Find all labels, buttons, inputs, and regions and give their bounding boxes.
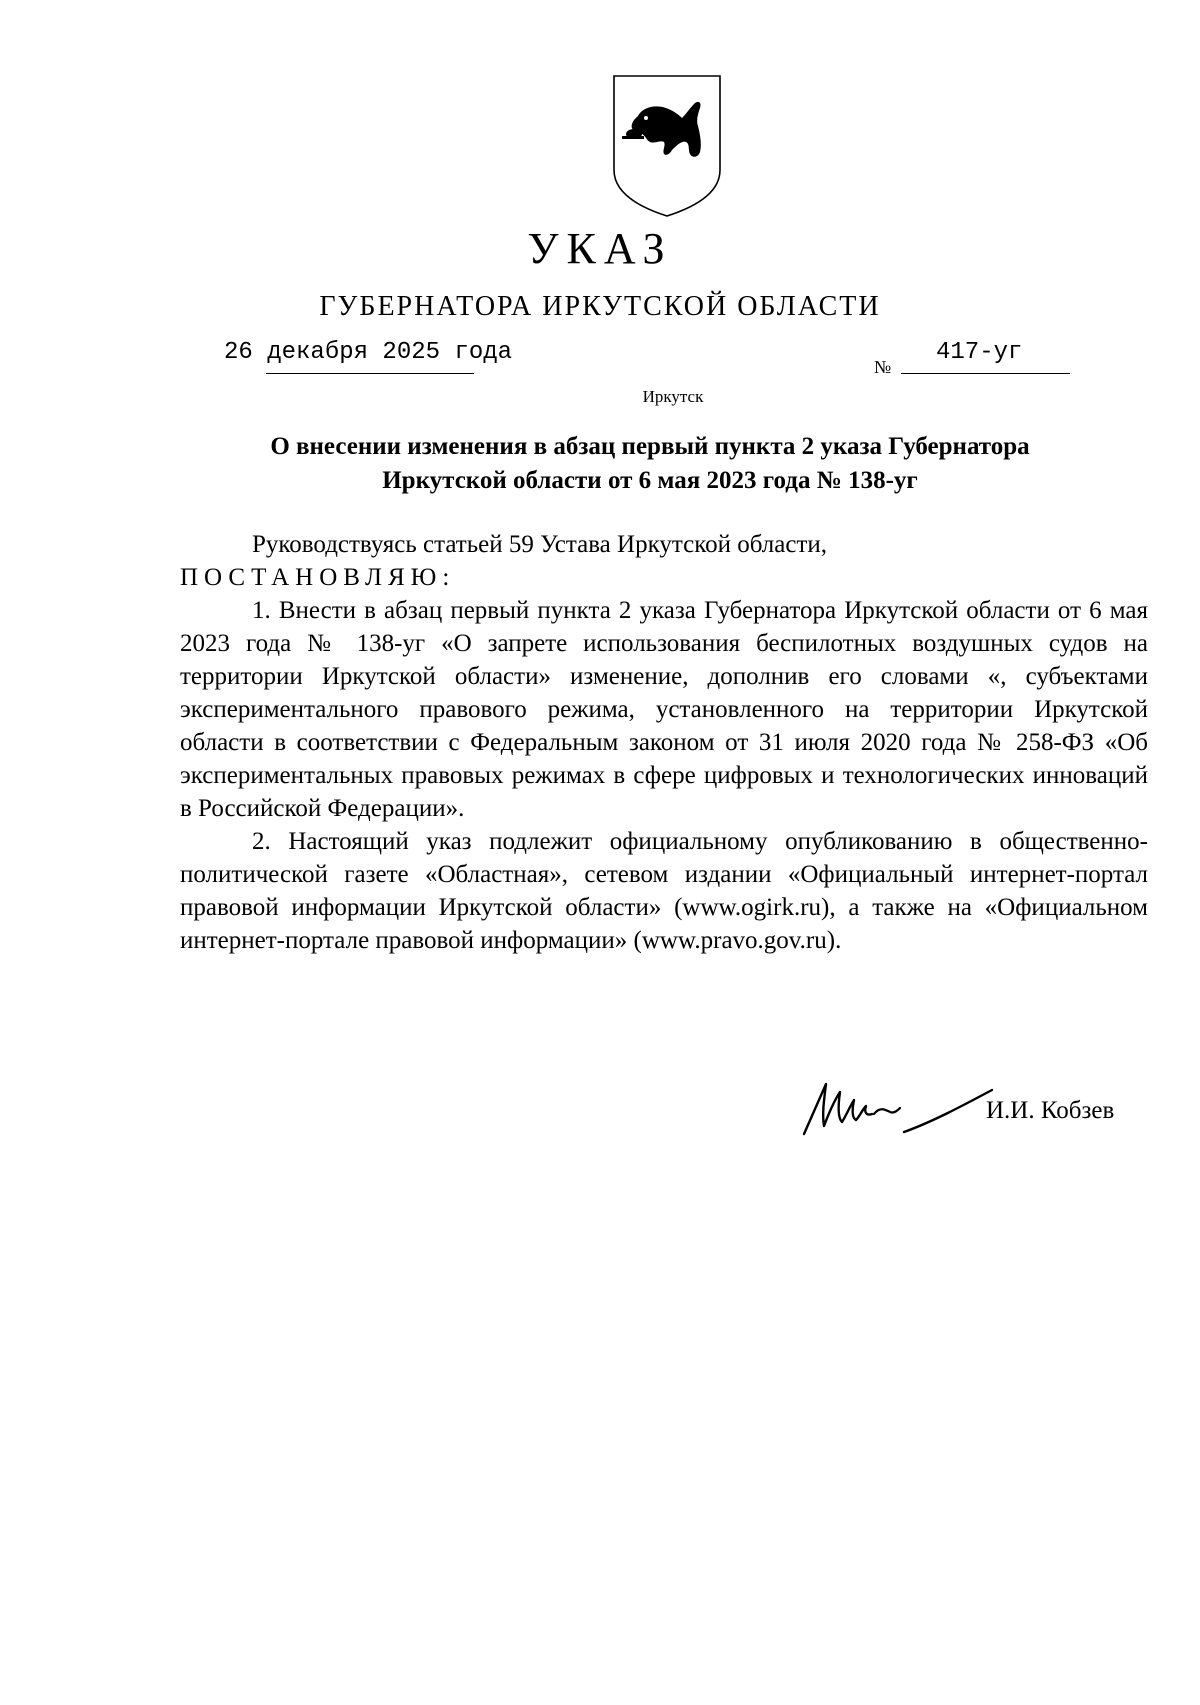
document-body: [180, 528, 1148, 957]
issuer-subtitle: ГУБЕРНАТОРА ИРКУТСКОЙ ОБЛАСТИ: [319, 291, 881, 322]
handwritten-signature: [802, 1076, 1002, 1138]
coat-of-arms-icon: [612, 74, 722, 218]
signer-name: И.И. Кобзев: [986, 1097, 1115, 1124]
document-date: 26 декабря 2025 года: [224, 339, 513, 366]
document-title: УКАЗ: [527, 224, 673, 273]
number-underline: [901, 373, 1070, 374]
preamble-paragraph: Руководствуясь статьей 59 Устава Иркутской области,: [252, 531, 828, 558]
document-number: 417-уг: [936, 339, 1023, 366]
date-underline: [266, 373, 474, 374]
item-1-paragraph: 1. Внести в абзац первый пункта 2 указа Губернатора Иркутской области от 6 мая 2023 года № 138-уг «О запрете использования беспилотных воздушных судов на территории Иркутской области» изменение, дополнив его словами «, субъектами экспериментального правового режима, установленного на территории Иркутской области в соответствии с Федеральным законом от 31 июля 2020 года № 258-ФЗ «Об экспериментальных правовых режимах в сфере цифровых и технологических инноваций в Российской Федерации».: [180, 597, 1148, 822]
issue-city: Иркутск: [642, 387, 704, 406]
item-2-paragraph: 2. Настоящий указ подлежит официальному опубликованию в общественно-политической газете «Областная», сетевом издании «Официальный интернет-портал правовой информации Иркутской области» (www.ogirk.ru), а также на «Официальном интернет-портале правовой информации» (www.pravo.gov.ru).: [180, 828, 1148, 954]
heading-line-2: Иркутской области от 6 мая 2023 года № 138-уг: [382, 467, 918, 494]
document-heading: [210, 430, 1090, 498]
heading-line-1: О внесении изменения в абзац первый пункта 2 указа Губернатора: [270, 433, 1030, 460]
number-sign: №: [874, 357, 892, 377]
decree-word: ПОСТАНОВЛЯЮ:: [180, 564, 456, 591]
